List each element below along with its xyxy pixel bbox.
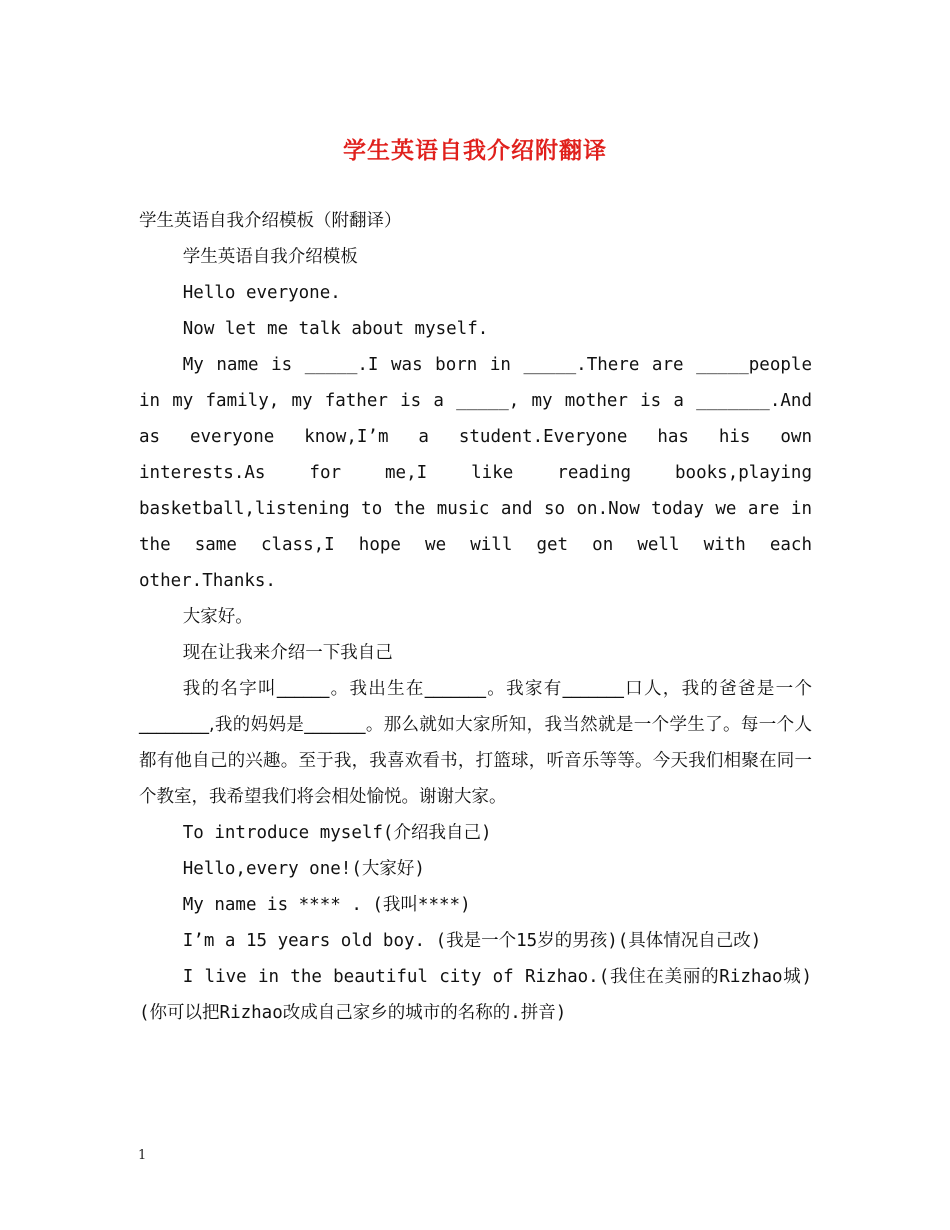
document-body bbox=[139, 203, 812, 1031]
paragraph-chinese-translation: 我的名字叫______。我出生在_______。我家有_______口人，我的爸爸是一个________,我的妈妈是_______。那么就如大家所知，我当然就是一个学生了。每一个人都有他自己的兴趣。至于我，我喜欢看书，打篮球，听音乐等等。今天我们相聚在同一个教室，我希望我们将会相处愉悦。谢谢大家。 bbox=[139, 679, 812, 807]
paragraph-template-subheading: 学生英语自我介绍模板 bbox=[182, 247, 358, 267]
page-title: 学生英语自我介绍附翻译 bbox=[343, 138, 607, 164]
paragraph-english-introduction: My name is _____.I was born in _____.There are _____people in my family, my father is a _____, my mother is a _______.And as everyone know,I’m a student.Everyone has his own interests.As for me,I like reading books,playing basketball,listening to the music and so on.Now today we are in the same class,I hope we will get on well with each other.Thanks. bbox=[139, 355, 812, 591]
paragraph-to-introduce-myself: To introduce myself(介绍我自己) bbox=[182, 823, 492, 843]
paragraph-template-heading: 学生英语自我介绍模板（附翻译） bbox=[139, 211, 402, 231]
paragraph-talk-about-myself: Now let me talk about myself. bbox=[182, 319, 489, 339]
paragraph-greeting-cn: 大家好。 bbox=[182, 607, 253, 627]
paragraph-city: I live in the beautiful city of Rizhao.(我住在美丽的Rizhao城)(你可以把Rizhao改成自己家乡的城市的名称的.拼音) bbox=[139, 967, 812, 1023]
paragraph-introduce-cn: 现在让我来介绍一下我自己 bbox=[182, 643, 393, 663]
paragraph-hello-every-one: Hello,every one!(大家好) bbox=[182, 859, 425, 879]
paragraph-hello: Hello everyone. bbox=[182, 283, 341, 303]
page-number: 1 bbox=[138, 1148, 147, 1163]
paragraph-age: I’m a 15 years old boy. (我是一个15岁的男孩)(具体情况自己改) bbox=[182, 931, 762, 951]
paragraph-my-name: My name is **** . (我叫****) bbox=[182, 895, 471, 915]
